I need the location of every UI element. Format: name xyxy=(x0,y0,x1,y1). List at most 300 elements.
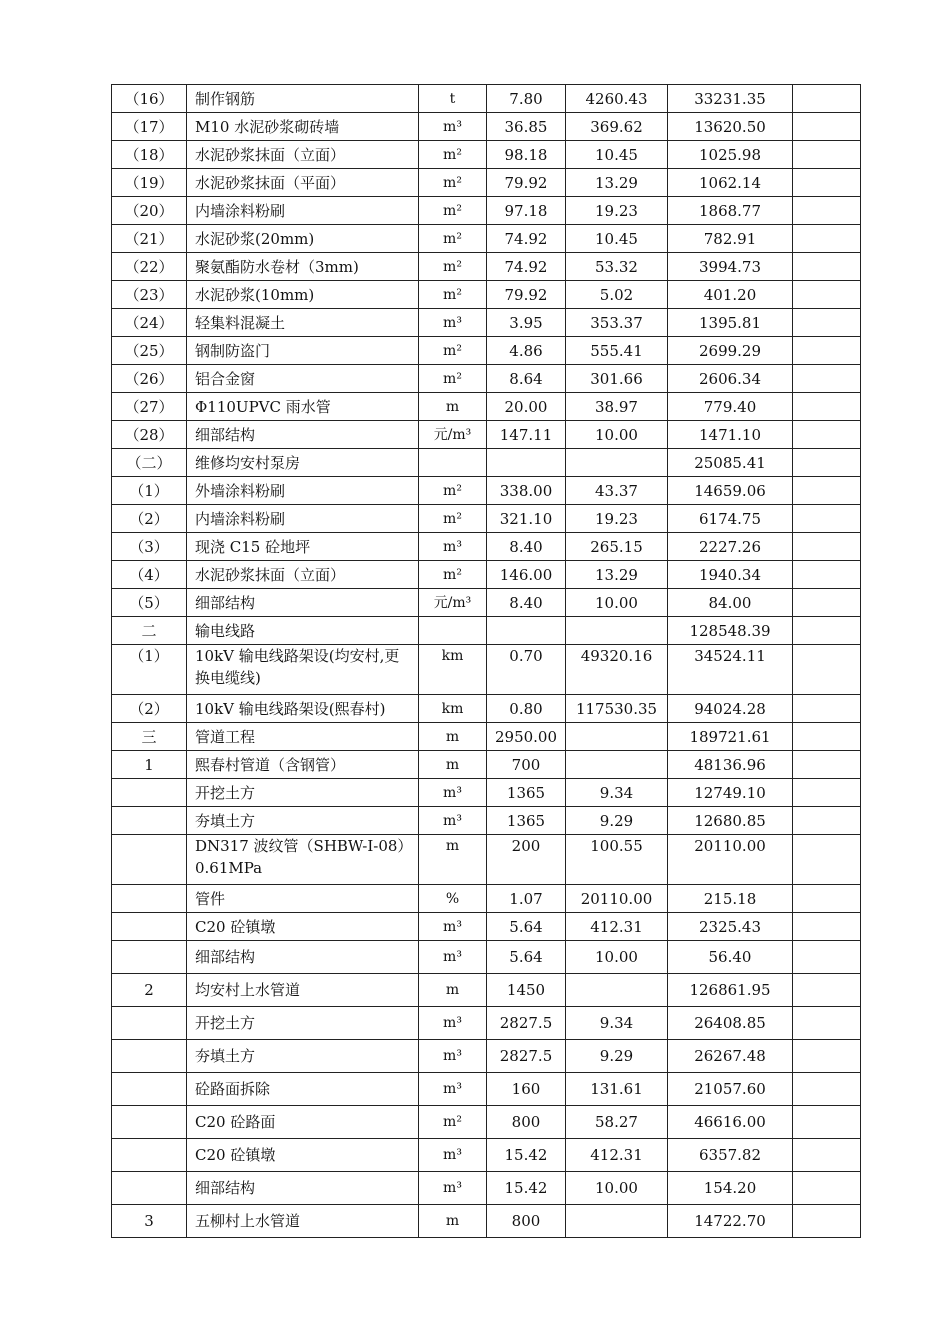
cell-name: 细部结构 xyxy=(187,1172,419,1205)
cell-remark xyxy=(793,113,861,141)
cell-name: 细部结构 xyxy=(187,421,419,449)
cell-no: （2） xyxy=(112,695,187,723)
cell-unit: m³ xyxy=(419,1040,487,1073)
cell-remark xyxy=(793,1205,861,1238)
cell-qty: 5.64 xyxy=(487,913,566,941)
cell-qty: 800 xyxy=(487,1205,566,1238)
cell-qty: 5.64 xyxy=(487,941,566,974)
cell-price: 10.00 xyxy=(566,589,668,617)
cell-no: （3） xyxy=(112,533,187,561)
cell-remark xyxy=(793,779,861,807)
cell-price: 555.41 xyxy=(566,337,668,365)
cell-no xyxy=(112,1040,187,1073)
cell-price: 10.45 xyxy=(566,225,668,253)
cell-total: 189721.61 xyxy=(668,723,793,751)
cell-unit: m² xyxy=(419,505,487,533)
cell-remark xyxy=(793,1073,861,1106)
cell-unit: m³ xyxy=(419,779,487,807)
cell-unit: m³ xyxy=(419,1073,487,1106)
cell-qty: 7.80 xyxy=(487,85,566,113)
cell-remark xyxy=(793,477,861,505)
cell-no xyxy=(112,885,187,913)
cell-remark xyxy=(793,85,861,113)
cell-name: 现浇 C15 砼地坪 xyxy=(187,533,419,561)
cell-qty xyxy=(487,449,566,477)
cell-remark xyxy=(793,807,861,835)
cell-qty: 146.00 xyxy=(487,561,566,589)
cell-price: 412.31 xyxy=(566,1139,668,1172)
table-row xyxy=(112,253,861,281)
table-row xyxy=(112,309,861,337)
table-row xyxy=(112,1205,861,1238)
table-row xyxy=(112,449,861,477)
cell-no xyxy=(112,941,187,974)
cell-unit: m xyxy=(419,393,487,421)
cell-qty xyxy=(487,617,566,645)
cell-name: 输电线路 xyxy=(187,617,419,645)
cell-no xyxy=(112,1172,187,1205)
cell-no xyxy=(112,807,187,835)
cell-qty: 1450 xyxy=(487,974,566,1007)
cell-name: 水泥砂浆抹面（立面） xyxy=(187,141,419,169)
cell-total: 13620.50 xyxy=(668,113,793,141)
cell-unit: m³ xyxy=(419,1007,487,1040)
table-row xyxy=(112,505,861,533)
cell-unit: m² xyxy=(419,253,487,281)
cell-total: 1395.81 xyxy=(668,309,793,337)
cell-name: 细部结构 xyxy=(187,589,419,617)
cell-price: 49320.16 xyxy=(566,645,668,695)
cell-remark xyxy=(793,1007,861,1040)
cell-price: 100.55 xyxy=(566,835,668,885)
cell-price: 353.37 xyxy=(566,309,668,337)
cell-price xyxy=(566,974,668,1007)
cell-no xyxy=(112,1073,187,1106)
cell-price: 19.23 xyxy=(566,505,668,533)
cell-qty: 0.70 xyxy=(487,645,566,695)
cell-qty: 160 xyxy=(487,1073,566,1106)
cell-name: 维修均安村泵房 xyxy=(187,449,419,477)
cell-total: 25085.41 xyxy=(668,449,793,477)
cell-no: （25） xyxy=(112,337,187,365)
cell-remark xyxy=(793,281,861,309)
cell-qty: 2827.5 xyxy=(487,1040,566,1073)
cell-no: （23） xyxy=(112,281,187,309)
cell-name: 均安村上水管道 xyxy=(187,974,419,1007)
cell-unit: km xyxy=(419,645,487,695)
table-row xyxy=(112,1073,861,1106)
cell-name: 水泥砂浆(10mm) xyxy=(187,281,419,309)
cell-qty: 79.92 xyxy=(487,281,566,309)
cell-unit: m xyxy=(419,974,487,1007)
cell-remark xyxy=(793,1172,861,1205)
cell-price: 10.45 xyxy=(566,141,668,169)
cell-name: 夯填土方 xyxy=(187,807,419,835)
cell-no: （27） xyxy=(112,393,187,421)
cell-no: （1） xyxy=(112,477,187,505)
cell-no: （5） xyxy=(112,589,187,617)
cell-unit: km xyxy=(419,695,487,723)
cell-no: 1 xyxy=(112,751,187,779)
cell-qty: 8.40 xyxy=(487,533,566,561)
cell-unit: 元/m³ xyxy=(419,421,487,449)
table-row xyxy=(112,281,861,309)
cell-qty: 321.10 xyxy=(487,505,566,533)
cell-name: Φ110UPVC 雨水管 xyxy=(187,393,419,421)
cell-remark xyxy=(793,141,861,169)
cell-remark xyxy=(793,751,861,779)
cell-no: 二 xyxy=(112,617,187,645)
cell-total: 2325.43 xyxy=(668,913,793,941)
cell-total: 1471.10 xyxy=(668,421,793,449)
table-row xyxy=(112,645,861,695)
table-row xyxy=(112,197,861,225)
cell-name: C20 砼路面 xyxy=(187,1106,419,1139)
table-row xyxy=(112,723,861,751)
cell-total: 1868.77 xyxy=(668,197,793,225)
cell-qty: 36.85 xyxy=(487,113,566,141)
table-row xyxy=(112,421,861,449)
cell-remark xyxy=(793,197,861,225)
cell-no xyxy=(112,1139,187,1172)
cell-remark xyxy=(793,309,861,337)
table-row xyxy=(112,779,861,807)
cell-unit: t xyxy=(419,85,487,113)
cell-total: 6357.82 xyxy=(668,1139,793,1172)
table-row xyxy=(112,695,861,723)
cell-remark xyxy=(793,337,861,365)
cell-price: 38.97 xyxy=(566,393,668,421)
cell-total: 20110.00 xyxy=(668,835,793,885)
cell-qty: 3.95 xyxy=(487,309,566,337)
cell-price: 9.34 xyxy=(566,779,668,807)
cell-no: （16） xyxy=(112,85,187,113)
cell-price: 412.31 xyxy=(566,913,668,941)
cell-unit: m² xyxy=(419,141,487,169)
table-row xyxy=(112,1172,861,1205)
cell-name: M10 水泥砂浆砌砖墙 xyxy=(187,113,419,141)
cell-name: 轻集料混凝土 xyxy=(187,309,419,337)
cell-no: 三 xyxy=(112,723,187,751)
cell-remark xyxy=(793,253,861,281)
cell-unit: m² xyxy=(419,281,487,309)
cell-total: 128548.39 xyxy=(668,617,793,645)
cell-no xyxy=(112,779,187,807)
cell-qty: 15.42 xyxy=(487,1172,566,1205)
cell-price xyxy=(566,723,668,751)
cell-price xyxy=(566,617,668,645)
cell-no xyxy=(112,835,187,885)
cell-qty: 4.86 xyxy=(487,337,566,365)
cell-no: （4） xyxy=(112,561,187,589)
cell-name: 砼路面拆除 xyxy=(187,1073,419,1106)
table-row xyxy=(112,169,861,197)
cell-total: 6174.75 xyxy=(668,505,793,533)
cell-price: 53.32 xyxy=(566,253,668,281)
cell-qty: 79.92 xyxy=(487,169,566,197)
cell-total: 26267.48 xyxy=(668,1040,793,1073)
cell-unit: m³ xyxy=(419,941,487,974)
cell-price: 20110.00 xyxy=(566,885,668,913)
cell-price: 369.62 xyxy=(566,113,668,141)
cell-total: 94024.28 xyxy=(668,695,793,723)
cell-unit: m² xyxy=(419,561,487,589)
cell-total: 2699.29 xyxy=(668,337,793,365)
cell-qty: 1365 xyxy=(487,779,566,807)
table-row xyxy=(112,337,861,365)
cell-qty: 2950.00 xyxy=(487,723,566,751)
cell-name: 管道工程 xyxy=(187,723,419,751)
table-row xyxy=(112,885,861,913)
cell-name: 熙春村管道（含钢管） xyxy=(187,751,419,779)
table-row xyxy=(112,974,861,1007)
cell-unit: m³ xyxy=(419,309,487,337)
table-body xyxy=(112,85,861,1238)
table-row xyxy=(112,1139,861,1172)
cell-name: 细部结构 xyxy=(187,941,419,974)
cell-name: C20 砼镇墩 xyxy=(187,1139,419,1172)
cell-price: 301.66 xyxy=(566,365,668,393)
cell-price: 117530.35 xyxy=(566,695,668,723)
cell-name: 夯填土方 xyxy=(187,1040,419,1073)
cell-total: 401.20 xyxy=(668,281,793,309)
cell-qty: 98.18 xyxy=(487,141,566,169)
cell-name: 10kV 输电线路架设(均安村,更换电缆线) xyxy=(187,645,419,695)
cell-remark xyxy=(793,505,861,533)
cell-qty: 1365 xyxy=(487,807,566,835)
cell-qty: 147.11 xyxy=(487,421,566,449)
cell-remark xyxy=(793,533,861,561)
cell-name: 水泥砂浆抹面（立面） xyxy=(187,561,419,589)
cell-name: DN317 波纹管（SHBW-I-08）0.61MPa xyxy=(187,835,419,885)
cell-total: 14659.06 xyxy=(668,477,793,505)
cell-remark xyxy=(793,695,861,723)
cell-no: 2 xyxy=(112,974,187,1007)
cell-total: 2606.34 xyxy=(668,365,793,393)
cell-price: 9.29 xyxy=(566,1040,668,1073)
cell-price: 4260.43 xyxy=(566,85,668,113)
cell-remark xyxy=(793,225,861,253)
cell-qty: 338.00 xyxy=(487,477,566,505)
cell-name: 外墙涂料粉刷 xyxy=(187,477,419,505)
cell-total: 56.40 xyxy=(668,941,793,974)
cell-price: 5.02 xyxy=(566,281,668,309)
table-row xyxy=(112,113,861,141)
cell-qty: 97.18 xyxy=(487,197,566,225)
cell-unit: m xyxy=(419,751,487,779)
table-row xyxy=(112,477,861,505)
cell-no xyxy=(112,913,187,941)
cell-name: C20 砼镇墩 xyxy=(187,913,419,941)
cell-remark xyxy=(793,941,861,974)
cell-unit: m³ xyxy=(419,113,487,141)
cell-unit: 元/m³ xyxy=(419,589,487,617)
table-row xyxy=(112,807,861,835)
cell-unit: m³ xyxy=(419,913,487,941)
cell-price xyxy=(566,449,668,477)
cell-no: （2） xyxy=(112,505,187,533)
cell-remark xyxy=(793,1139,861,1172)
table-row xyxy=(112,1007,861,1040)
cell-remark xyxy=(793,589,861,617)
cell-remark xyxy=(793,723,861,751)
cell-price: 265.15 xyxy=(566,533,668,561)
cell-qty: 15.42 xyxy=(487,1139,566,1172)
cell-no: （24） xyxy=(112,309,187,337)
cell-total: 1025.98 xyxy=(668,141,793,169)
table-row xyxy=(112,225,861,253)
table-row xyxy=(112,533,861,561)
cell-total: 215.18 xyxy=(668,885,793,913)
cell-qty: 1.07 xyxy=(487,885,566,913)
cell-name: 五柳村上水管道 xyxy=(187,1205,419,1238)
table-row xyxy=(112,365,861,393)
cell-no xyxy=(112,1106,187,1139)
table-row xyxy=(112,1106,861,1139)
cell-name: 管件 xyxy=(187,885,419,913)
cell-name: 水泥砂浆抹面（平面） xyxy=(187,169,419,197)
cell-name: 铝合金窗 xyxy=(187,365,419,393)
cell-unit: m² xyxy=(419,169,487,197)
cell-price: 58.27 xyxy=(566,1106,668,1139)
cell-remark xyxy=(793,617,861,645)
cell-remark xyxy=(793,913,861,941)
cell-price: 9.29 xyxy=(566,807,668,835)
cell-unit: m³ xyxy=(419,1139,487,1172)
cell-unit: % xyxy=(419,885,487,913)
cell-price: 13.29 xyxy=(566,169,668,197)
cell-unit xyxy=(419,449,487,477)
cell-no: （21） xyxy=(112,225,187,253)
table-row xyxy=(112,589,861,617)
cell-unit: m² xyxy=(419,337,487,365)
table-row xyxy=(112,561,861,589)
cell-no: （18） xyxy=(112,141,187,169)
table-row xyxy=(112,751,861,779)
cell-qty: 2827.5 xyxy=(487,1007,566,1040)
cell-qty: 8.64 xyxy=(487,365,566,393)
cell-no: （1） xyxy=(112,645,187,695)
cell-name: 开挖土方 xyxy=(187,1007,419,1040)
cell-name: 制作钢筋 xyxy=(187,85,419,113)
cell-qty: 74.92 xyxy=(487,225,566,253)
cell-name: 开挖土方 xyxy=(187,779,419,807)
table-row xyxy=(112,617,861,645)
cell-qty: 20.00 xyxy=(487,393,566,421)
cell-unit: m³ xyxy=(419,1172,487,1205)
table-row xyxy=(112,913,861,941)
cell-no: （19） xyxy=(112,169,187,197)
cell-total: 782.91 xyxy=(668,225,793,253)
cell-total: 1940.34 xyxy=(668,561,793,589)
cell-unit: m xyxy=(419,723,487,751)
cost-table xyxy=(111,84,861,1238)
cell-name: 内墙涂料粉刷 xyxy=(187,197,419,225)
cell-remark xyxy=(793,561,861,589)
cell-unit: m² xyxy=(419,225,487,253)
cell-total: 2227.26 xyxy=(668,533,793,561)
cell-unit: m³ xyxy=(419,807,487,835)
cell-remark xyxy=(793,1040,861,1073)
cell-total: 34524.11 xyxy=(668,645,793,695)
cell-name: 聚氨酯防水卷材（3mm) xyxy=(187,253,419,281)
cell-qty: 8.40 xyxy=(487,589,566,617)
cell-remark xyxy=(793,169,861,197)
cell-total: 48136.96 xyxy=(668,751,793,779)
cell-unit: m xyxy=(419,835,487,885)
cell-remark xyxy=(793,974,861,1007)
cell-unit: m² xyxy=(419,197,487,225)
cell-no xyxy=(112,1007,187,1040)
cell-name: 内墙涂料粉刷 xyxy=(187,505,419,533)
cell-unit: m² xyxy=(419,1106,487,1139)
cell-price: 9.34 xyxy=(566,1007,668,1040)
cell-unit xyxy=(419,617,487,645)
cell-remark xyxy=(793,393,861,421)
cell-unit: m² xyxy=(419,477,487,505)
table-row xyxy=(112,141,861,169)
cell-remark xyxy=(793,365,861,393)
table-row xyxy=(112,941,861,974)
cell-remark xyxy=(793,449,861,477)
cell-unit: m³ xyxy=(419,533,487,561)
table-row xyxy=(112,393,861,421)
cell-total: 26408.85 xyxy=(668,1007,793,1040)
cell-total: 779.40 xyxy=(668,393,793,421)
cell-qty: 800 xyxy=(487,1106,566,1139)
table-row xyxy=(112,85,861,113)
cell-no: （22） xyxy=(112,253,187,281)
cell-price: 10.00 xyxy=(566,941,668,974)
cell-price: 13.29 xyxy=(566,561,668,589)
cell-no: （26） xyxy=(112,365,187,393)
cell-total: 126861.95 xyxy=(668,974,793,1007)
cell-no: 3 xyxy=(112,1205,187,1238)
cell-no: （17） xyxy=(112,113,187,141)
cell-qty: 200 xyxy=(487,835,566,885)
cell-price: 10.00 xyxy=(566,1172,668,1205)
cell-price xyxy=(566,751,668,779)
cell-remark xyxy=(793,645,861,695)
cell-remark xyxy=(793,1106,861,1139)
cell-qty: 0.80 xyxy=(487,695,566,723)
cell-total: 14722.70 xyxy=(668,1205,793,1238)
cell-total: 84.00 xyxy=(668,589,793,617)
cell-unit: m² xyxy=(419,365,487,393)
cell-total: 12680.85 xyxy=(668,807,793,835)
cell-no: （20） xyxy=(112,197,187,225)
cell-qty: 700 xyxy=(487,751,566,779)
cell-no: （二） xyxy=(112,449,187,477)
cell-total: 154.20 xyxy=(668,1172,793,1205)
cell-price: 43.37 xyxy=(566,477,668,505)
cell-price: 10.00 xyxy=(566,421,668,449)
cell-price: 19.23 xyxy=(566,197,668,225)
cell-name: 水泥砂浆(20mm) xyxy=(187,225,419,253)
cell-total: 46616.00 xyxy=(668,1106,793,1139)
cell-price xyxy=(566,1205,668,1238)
cell-price: 131.61 xyxy=(566,1073,668,1106)
cell-total: 21057.60 xyxy=(668,1073,793,1106)
cell-unit: m xyxy=(419,1205,487,1238)
cell-qty: 74.92 xyxy=(487,253,566,281)
cell-name: 钢制防盗门 xyxy=(187,337,419,365)
table-row xyxy=(112,1040,861,1073)
cell-remark xyxy=(793,421,861,449)
cell-no: （28） xyxy=(112,421,187,449)
cell-total: 3994.73 xyxy=(668,253,793,281)
cell-name: 10kV 输电线路架设(熙春村) xyxy=(187,695,419,723)
